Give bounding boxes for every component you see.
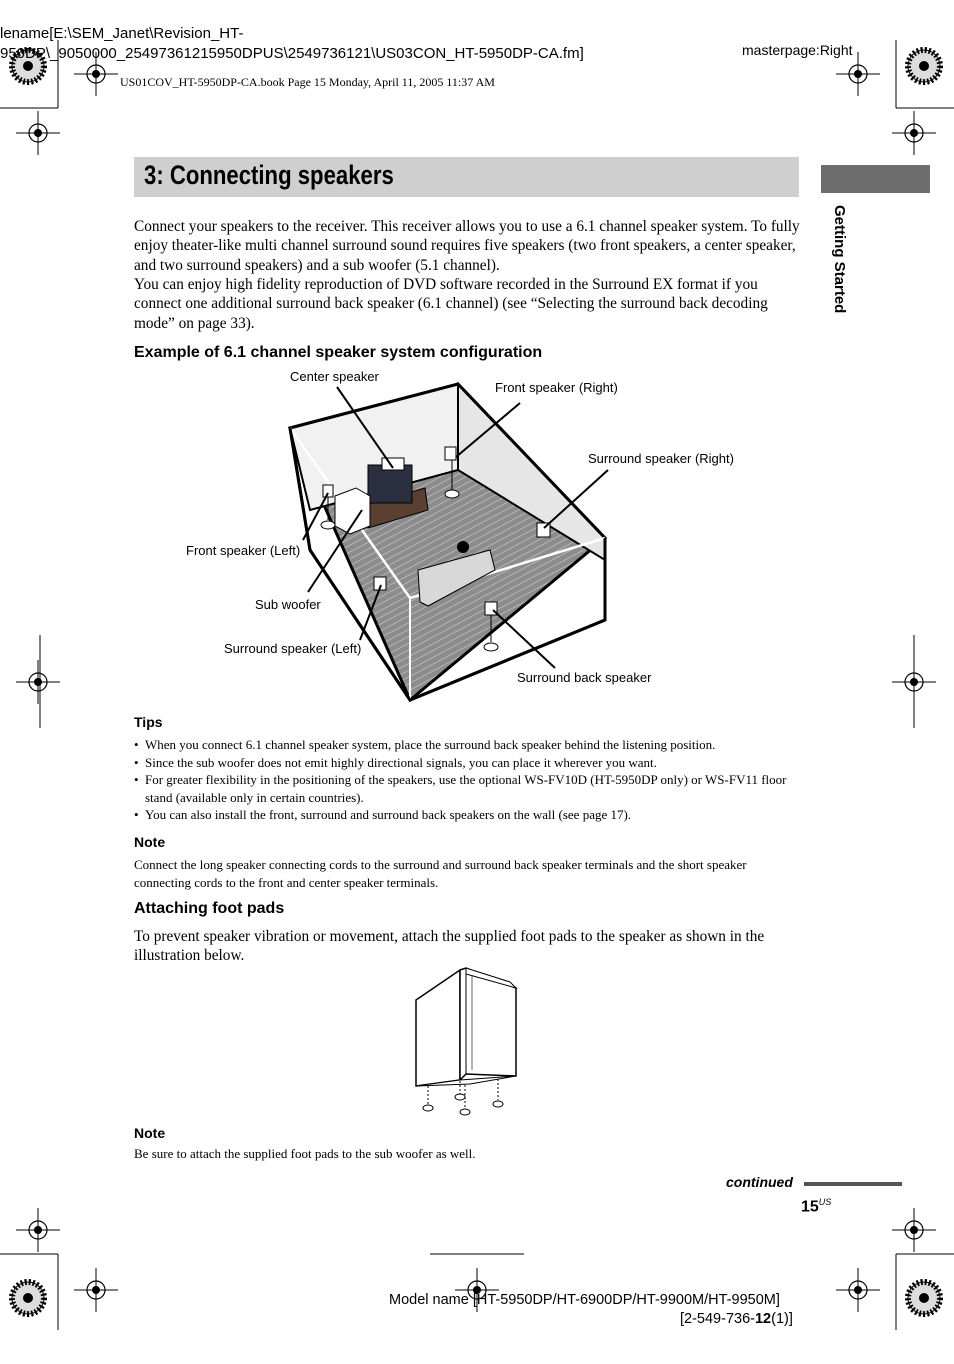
note-text: Be sure to attach the supplied foot pads to the sub woofer as well. xyxy=(134,1146,476,1161)
front-right-speaker xyxy=(445,447,456,460)
masterpage-label: masterpage:Right xyxy=(742,42,853,58)
label-sub-woofer: Sub woofer xyxy=(255,597,321,612)
tips-heading: Tips xyxy=(134,714,163,730)
speaker-room-diagram xyxy=(180,370,780,710)
label-front-speaker-right: Front speaker (Right) xyxy=(495,380,618,395)
label-center-speaker: Center speaker xyxy=(290,369,379,384)
intro-paragraph-1: Connect your speakers to the receiver. This receiver allows you to use a 6.1 channel speaker system. To fully enjoy theater-like multi channel surround sound requires five speakers (two front speakers, a center speaker, and two surround speakers) and a sub woofer (5.1 channel). xyxy=(134,218,800,274)
document-code xyxy=(680,1311,793,1327)
filename-header xyxy=(0,24,584,64)
continued-label: continued xyxy=(726,1174,793,1190)
filename-line2: 950DP\_9050000_25497361215950DPUS\2549736121\US03CON_HT-5950DP-CA.fm] xyxy=(0,45,584,62)
book-info: US01COV_HT-5950DP-CA.book Page 15 Monday, April 11, 2005 11:37 AM xyxy=(120,75,495,89)
label-surround-speaker-right: Surround speaker (Right) xyxy=(588,451,734,466)
continued-rule xyxy=(804,1182,902,1186)
tip-item: • You can also install the front, surround and surround back speakers on the wall (see page 17). xyxy=(134,806,804,824)
tv xyxy=(368,465,412,503)
foot-pads-illustration xyxy=(410,966,530,1122)
note-heading: Note xyxy=(134,834,166,850)
page-number-value: 15 xyxy=(801,1198,819,1216)
foot-pads-text: To prevent speaker vibration or movement, attach the supplied foot pads to the speaker as shown in the illustration below. xyxy=(134,928,765,965)
page-title: 3: Connecting speakers xyxy=(144,160,394,190)
filename-line1: lename[E:\SEM_Janet\Revision_HT- xyxy=(0,25,244,42)
tip-item: • When you connect 6.1 channel speaker system, place the surround back speaker behind the listening position. xyxy=(134,736,804,754)
tip-item: • For greater flexibility in the positioning of the speakers, use the optional WS-FV10D (HT-5950DP only) or WS-FV11 floor stand (available only in certain countries). xyxy=(134,771,804,806)
note-text: Connect the long speaker connecting cords to the surround and surround back speaker terminals and the short speaker connecting cords to the front and center speaker terminals. xyxy=(134,857,747,890)
code-bold: 12 xyxy=(754,1311,772,1327)
section-tab-text: Getting Started xyxy=(831,205,848,314)
example-heading: Example of 6.1 channel speaker system configuration xyxy=(134,344,543,361)
label-front-speaker-left: Front speaker (Left) xyxy=(186,543,301,558)
label-surround-back-speaker: Surround back speaker xyxy=(517,670,652,685)
intro-paragraph-2: You can enjoy high fidelity reproduction of DVD software recorded in the Surround EX format if you connect one additional surround back speaker (6.1 channel) (see “Selecting the surround back decoding mode” on page 33). xyxy=(134,276,768,332)
label-surround-speaker-left: Surround speaker (Left) xyxy=(224,641,362,656)
foot-pads-heading: Attaching foot pads xyxy=(134,900,285,917)
listener xyxy=(457,541,469,553)
sub-woofer xyxy=(335,488,370,534)
page-number-suffix: US xyxy=(818,1197,832,1207)
tips-list xyxy=(134,736,804,824)
note-heading: Note xyxy=(134,1125,166,1141)
model-name: Model name [HT-5950DP/HT-6900DP/HT-9900M/HT-9950M] xyxy=(389,1292,780,1308)
front-left-speaker xyxy=(323,485,333,497)
tip-item: • Since the sub woofer does not emit highly directional signals, you can place it wherever you want. xyxy=(134,754,804,772)
section-tab-label xyxy=(826,205,850,345)
code-prefix: [2-549-736- xyxy=(680,1311,755,1327)
code-suffix: (1)] xyxy=(771,1311,793,1327)
page-number xyxy=(801,1197,831,1216)
section-tab xyxy=(821,165,930,193)
